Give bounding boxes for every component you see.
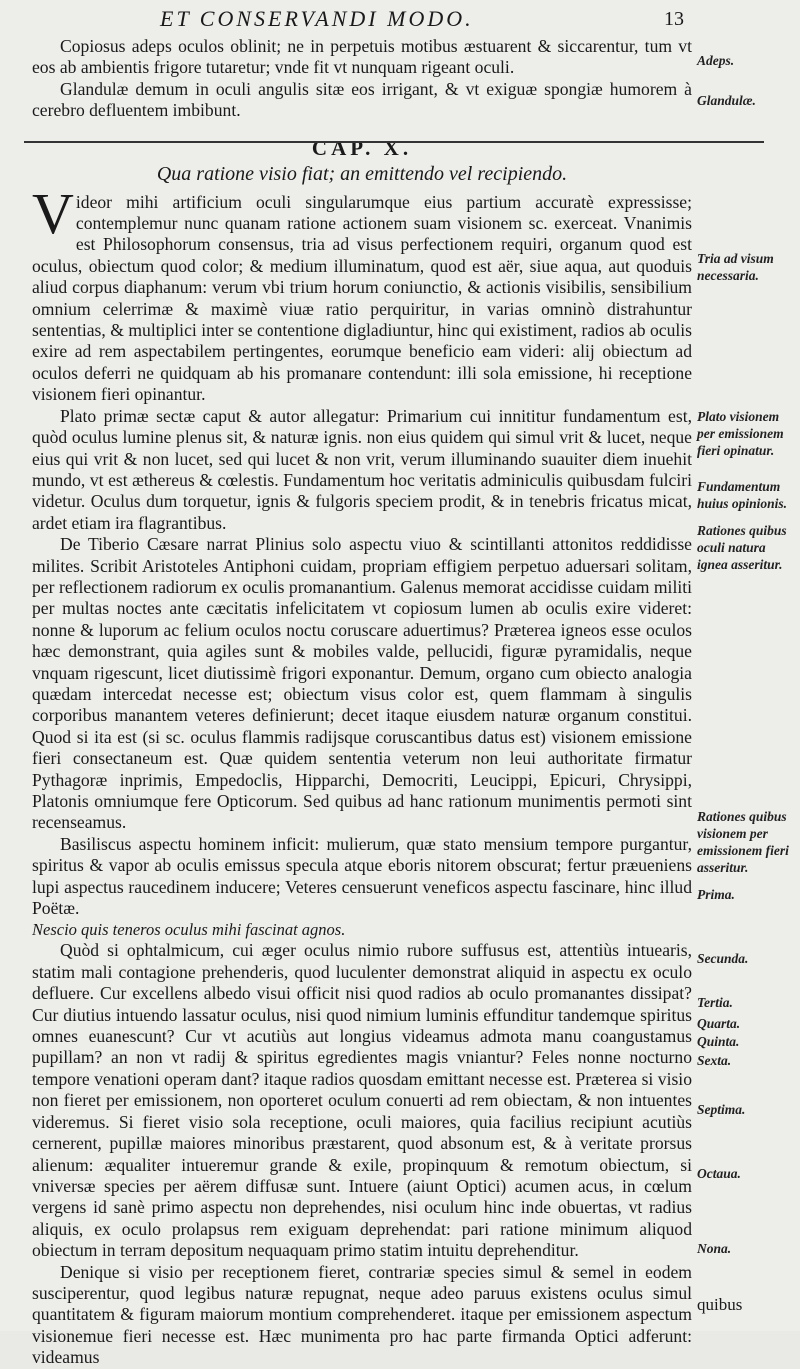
margin-note-glandulae: Glandulæ. <box>697 93 756 108</box>
margin-note-rationes-ignea: Rationes quibus oculi natura ignea asseritur. <box>697 523 787 572</box>
poet-quote: Nescio quis teneros oculus mihi fascinat agnos. <box>32 920 346 940</box>
margin-note-quarta: Quarta. <box>697 1016 741 1031</box>
paragraph-adeps: Copiosus adeps oculos oblinit; ne in perpetuis motibus æstuarent & siccarentur, tum vt eos ab ambientis frigore tutaretur; vnde fit vt nunquam rigeant oculi. <box>32 36 692 78</box>
horizontal-rule <box>24 141 764 143</box>
margin-note-sexta: Sexta. <box>697 1053 732 1068</box>
text-column <box>32 36 692 1369</box>
chapter-subtitle: Qua ratione visio fiat; an emittendo vel recipiendo. <box>156 162 568 185</box>
paragraph-plato: Plato primæ sectæ caput & autor allegatur: Primarium cui innititur fundamentum est, quòd oculus lumine plenus sit, & naturæ ignis. non eius quidem qui simul vrit & lucet, neque eius qui vrit & non lucet, sed qui lucet & non vrit, verum illuminando suauiter diem inuehit mundo, vt est æthereus & cœlestis. Fundamentum hoc veritatis adminiculis quibusdam fulciri videtur. Oculus dum torquetur, ignis & fulgoris speciem prodit, & in tenebris fricatus micat, ardet etiam ira flagrantibus. <box>32 405 692 533</box>
paragraph-tiberius: De Tiberio Cæsare narrat Plinius solo aspectu viuo & scintillanti attonitos reddidisse milites. Scribit Aristoteles Antiphoni cuidam, propriam effigiem perpetuo aduersari solitam, per reflectionem radiorum ex oculis promanantium. Galenus memorat accidisse cuidam militi per multas noctes ante cæcitatis infelicitatem vt copiosum lumen ab oculis exire videret: nonne & luporum ac felium oculos noctu coruscare aduertimus? Præterea igneos esse oculos hæc demonstrant, quia agiles sunt & mobiles valde, pellucidi, figuræ pyramidalis, neque vnquam rigescunt, licet diutissimè frigori exponantur. Demum, organo cum obiecto analogia quædam intercedat necesse est; obiectum visus color est, quem flammam à singulis corporibus manantem veteres definierunt; decet itaque eiusdem naturæ organum constitui. Quod si ita est (si sc. oculus flammis radijsque coruscantibus datus est) visionem emissione fieri consectaneum est. Quæ quidem sententia veterum non leui authoritate firmatur Pythagoræ inprimis, Empedoclis, Hipparchi, Democriti, Leucippi, Epicuri, Chrysippi, Platonis omniumque fere Opticorum. Sed quibus ad hanc rationum munimentis permoti sint recenseamus. <box>32 534 692 833</box>
margin-note-adeps: Adeps. <box>697 53 735 68</box>
margin-note-tertia: Tertia. <box>697 995 733 1010</box>
margin-note-prima: Prima. <box>697 887 735 902</box>
paragraph-opening <box>32 180 692 406</box>
margin-note-plato: Plato visionem per emissionem fieri opinatur. <box>697 409 784 458</box>
running-head: ET CONSERVANDI MODO. <box>160 6 474 31</box>
catchword: quibus <box>697 1295 743 1314</box>
margin-note-rationes-emissio: Rationes quibus visionem per emissionem fieri asseritur. <box>697 809 789 875</box>
page-number: 13 <box>664 8 684 30</box>
paragraph-denique: Denique si visio per receptionem fieret, contrariæ species simul & semel in eodem susciperentur, quod legibus naturæ repugnat, neque adeo paruus existens oculus simul quantitatem & figuram maiorum montium comprehenderet. itaque per emissionem aspectum visionemue fieri necesse est. Hæc munimenta pro hac parte firmanda Optici adferunt: videamus <box>32 1261 692 1368</box>
drop-cap: V <box>32 180 74 246</box>
chapter-title: CAP. X. <box>311 135 413 160</box>
margin-note-fundamentum: Fundamentum huius opinionis. <box>697 479 788 511</box>
page-header <box>0 4 800 32</box>
paragraph-ophtalmicum: Quòd si ophtalmicum, cui æger oculus nimio rubore suffusus est, attentiùs intuearis, statim mali contagione prehenderis, quod luculenter demonstrat aliquid in aspectu ex oculo defluere. Cur excellens albedo visui officit nisi quod radios ab oculo promanantes dissipat? Cur diutius intuendo lassatur oculus, nisi quod nimium luminis effunditur tandemque spiritus omnes euanescunt? Cur vt acutiùs aut longius videamus admota manu coangustamus pupillam? an non vt radij & spiritus egredientes magis vniantur? Feles nonne nocturno tempore venationi operam dant? itaque radios quosdam emittant necesse est. Præterea si visio non fieret per emissionem, non oporteret oculum conuerti ad rem obiectam, & non intuentes videremus. Si fieret visio sola receptione, oculi maiores, quia facilius recipiunt acutiùs cernerent, pupillæ maiores minoribus præstarent, quod absonum est, & à veritate prorsus alienum: æqualiter intueremur grande & exile, propinquum & remotum obiectum, si vniversæ species per aërem diffusæ sunt. Intuere (aiunt Optici) acumen acus, in cœlum vergens id sanè primo aspectu non deprehendes, nisi oculum hinc inde obuertas, vt radius aliquis, ex oculo prolapsus rem exiguam deprehendat: pari ratione minimum aliquod obiectum in terram depositum nequaquam primo statim intuitu deprehenditur. <box>32 940 692 1261</box>
opening-text: ideor mihi artificium oculi singularumque eius partium accuratè expressisse; contemplemur nunc quanam ratione actionem suam visionem sc. exerceat. Vnanimis est Philosophorum consensus, tria ad visus perfectionem requiri, organum quod est oculus, obiectum quod color; & medium illuminatum, quod est aër, siue aqua, aut quoduis aliud corpus diaphanum: verum vbi trium horum coniunctio, & actionis visibilis, sensibilium omnium celerrimæ & maximè viuæ ratio perquiritur, in varias omninò distrahuntur sententias, & multiplici inter se contentione digladiuntur, hinc qui existiment, radios ab oculis exire ad rem aspectabilem pertingentes, eorumque beneficio eam videri: alij obiectum ad oculos deferri ne quidquam ab his promanare contendunt: illi sola emissione, hi receptione visionem fieri opinantur. <box>32 191 692 405</box>
margin-note-octaua: Octaua. <box>697 1166 741 1181</box>
margin-note-quinta: Quinta. <box>697 1034 740 1049</box>
paragraph-basiliscus: Basiliscus aspectu hominem inficit: mulierum, quæ stato mensium tempore purgantur, spiritus & vapor ab oculis emissus specula atque eboris nitorem obscurat; fertur præueniens lupi aspectus raucedinem inducere; Veteres censuerunt veneficos aspectu fascinare, hinc illud Poëtæ. <box>32 833 692 919</box>
margin-note-septima: Septima. <box>697 1102 746 1117</box>
paragraph-glandulae: Glandulæ demum in oculi angulis sitæ eos irrigant, & vt exiguæ spongiæ humorem à cerebro defluentem imbibunt. <box>32 78 692 121</box>
margin-note-secunda: Secunda. <box>697 951 749 966</box>
margin-note-tria: Tria ad visum necessaria. <box>697 251 774 283</box>
margin-note-nona: Nona. <box>697 1241 732 1256</box>
